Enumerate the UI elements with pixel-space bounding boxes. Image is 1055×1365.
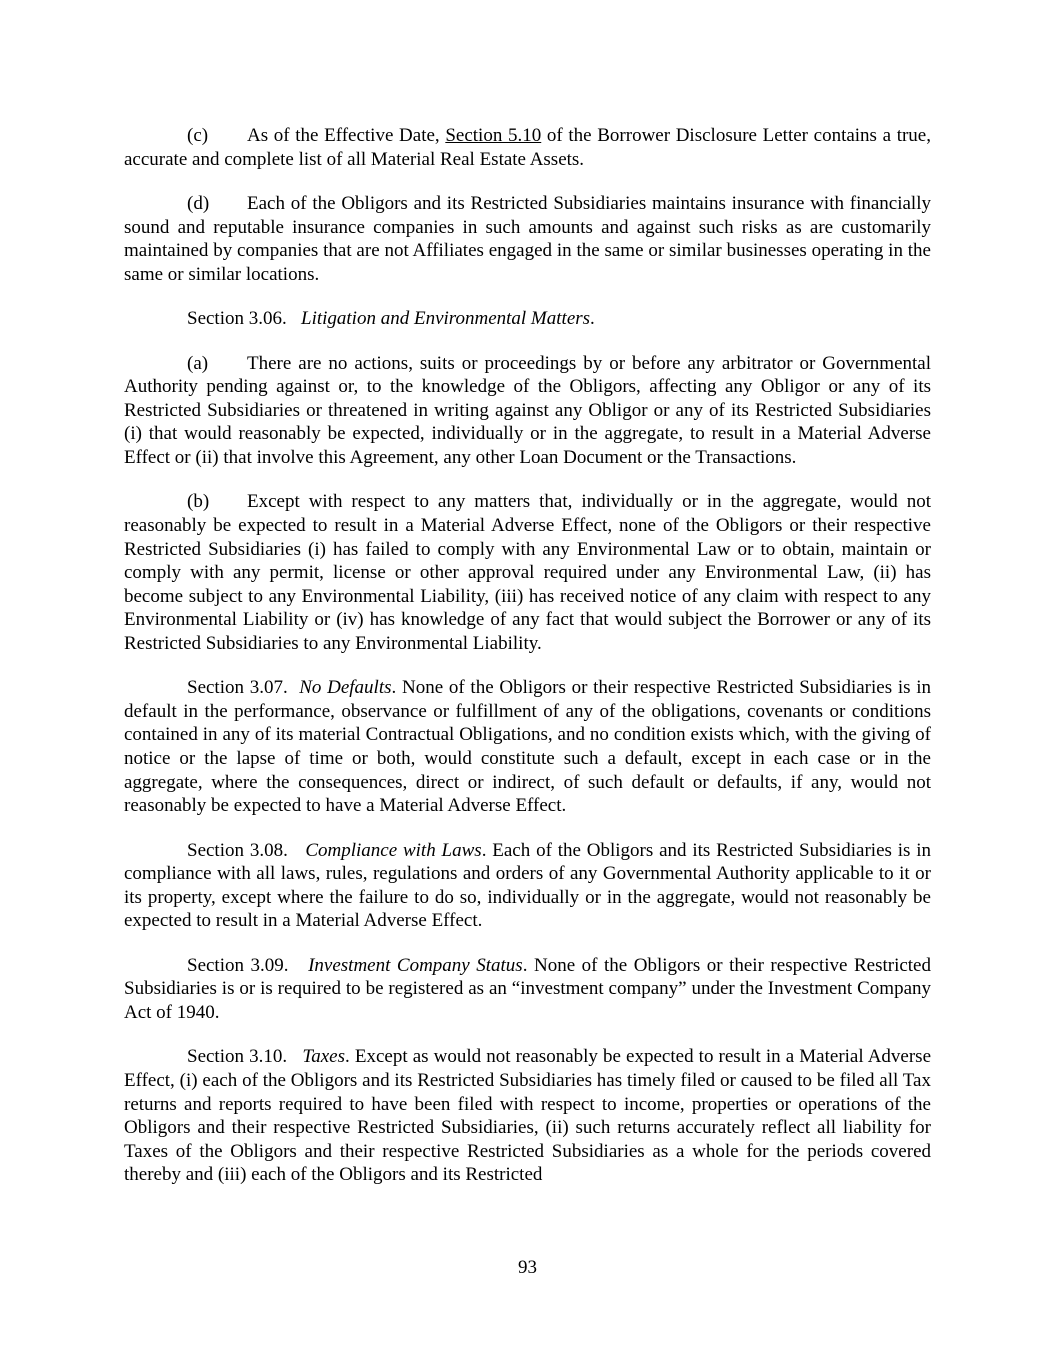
paragraph-d [124, 192, 931, 286]
paragraph-text: As of the Effective Date, [247, 125, 446, 146]
section-3-06-b [124, 490, 931, 655]
section-number: Section 3.10. [187, 1046, 288, 1068]
section-title: Compliance with Laws [305, 839, 482, 861]
section-title: Investment Company Status [308, 954, 523, 976]
paragraph-text: . None of the Obligors or their respective Restricted Subsidiaries is or is required to be registered as an “investment company” under the Investment Company Act of 1940. [124, 954, 931, 1023]
section-number: Section 3.09. [187, 954, 289, 976]
paragraph-label: (a) [187, 352, 209, 374]
section-5-10-reference: Section 5.10 [445, 125, 542, 146]
section-title: Taxes [302, 1046, 345, 1068]
paragraph-text: Except with respect to any matters that, individually or in the aggregate, would not reasonably be expected to result in a Material Adverse Effect, none of the Obligors or their respective Restricted Subsidiaries (i) has failed to comply with any Environmental Law or to obtain, maintain or comply with any permit, license or other approval required under any Environmental Law, (ii) has become subject to any Environmental Liability, (iii) has received notice of any claim with respect to any Environmental Liability or (iv) has knowledge of any fact that would subject the Borrower or any of its Restricted Subsidiaries to any Environmental Liability. [124, 491, 931, 654]
section-number: Section 3.07. [187, 677, 288, 699]
paragraph-label: (b) [187, 491, 210, 513]
paragraph-label: (d) [187, 192, 210, 214]
paragraph-text: . None of the Obligors or their respective Restricted Subsidiaries is in default in the performance, observance or fulfillment of any of the obligations, covenants or conditions contained in any of its material Contractual Obligations, and no condition exists which, with the giving of notice or the lapse of time or both, would constitute such a default, except in each case or in the aggregate, where the consequences, direct or indirect, of such default or defaults, if any, would not reasonably be expected to have a Material Adverse Effect. [124, 677, 932, 817]
paragraph-c [124, 124, 931, 171]
paragraph-text: . Each of the Obligors and its Restricted Subsidiaries is in compliance with all laws, rules, regulations and orders of any Governmental Authority applicable to it or its property, except where the failure to do so, individually or in the aggregate, would not reasonably be expected to result in a Material Adverse Effect. [124, 839, 932, 932]
section-3-09 [124, 954, 931, 1025]
paragraph-text: Each of the Obligors and its Restricted Subsidiaries maintains insurance with financially sound and reputable insurance companies in such amounts and against such risks as are customarily maintained by companies that are not Affiliates engaged in the same or similar businesses operating in the same or similar locations. [124, 192, 931, 285]
page-number: 93 [518, 1257, 537, 1278]
paragraph-text: . Except as would not reasonably be expected to result in a Material Adverse Effect, (i) each of the Obligors and its Restricted Subsidiaries has timely filed or caused to be filed all Tax returns and reports required to have been filed with respect to income, properties or operations of the Obligors and their respective Restricted Subsidiaries, (ii) such returns accurately reflect all liability for Taxes of the Obligors and their respective Restricted Subsidiaries as a whole for the periods covered thereby and (iii) each of the Obligors and its Restricted [124, 1046, 931, 1186]
paragraph-label: (c) [187, 125, 209, 146]
section-3-10 [124, 1045, 931, 1187]
section-title-punct: . [590, 308, 595, 330]
section-number: Section 3.06. [187, 308, 287, 330]
paragraph-text: There are no actions, suits or proceedings by or before any arbitrator or Governmental Authority pending against or, to the knowledge of the Obligors, affecting any Obligor or any of its Restricted Subsidiaries or threatened in writing against any Obligor or any of its Restricted Subsidiaries (i) that would reasonably be expected, individually or in the aggregate, to result in a Material Adverse Effect or (ii) that involve this Agreement, any other Loan Document or the Transactions. [124, 352, 931, 468]
section-title: Litigation and Environmental Matters [301, 308, 591, 330]
document-page [124, 124, 931, 1208]
section-3-08 [124, 839, 931, 933]
section-number: Section 3.08. [187, 839, 288, 861]
section-3-06-a [124, 352, 931, 470]
section-3-06-heading [124, 307, 931, 331]
section-3-07 [124, 676, 931, 818]
paragraph-text: of the Borrower Disclosure Letter contains a true, accurate and complete list of all Material Real Estate Assets. [124, 125, 931, 170]
section-title: No Defaults [299, 677, 392, 699]
